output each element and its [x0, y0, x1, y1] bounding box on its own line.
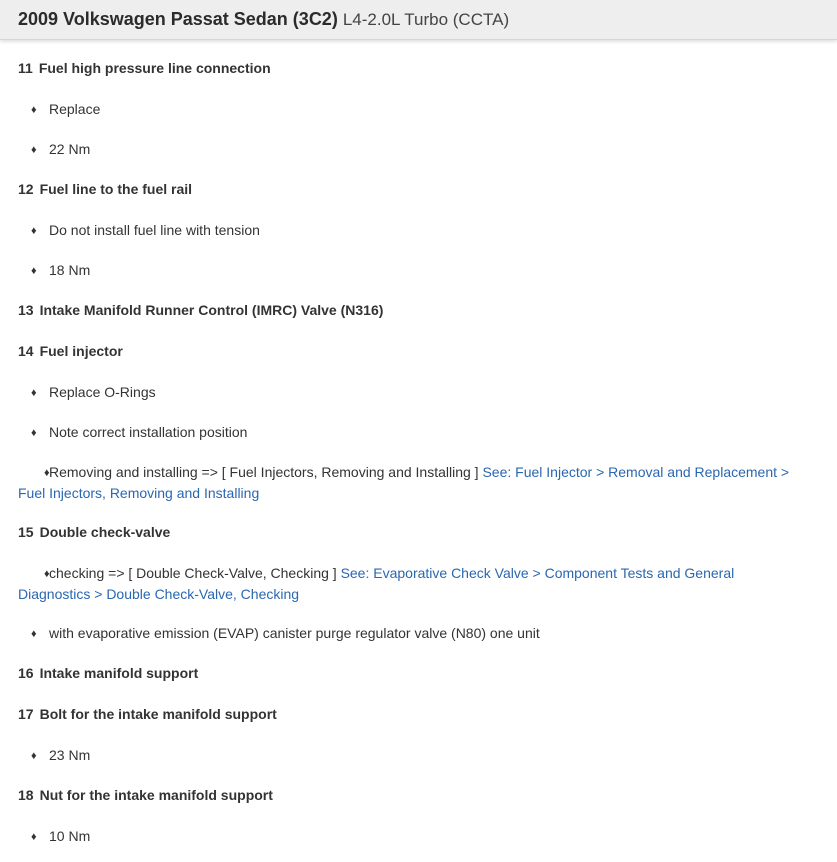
list-item: ♦Removing and installing => [ Fuel Injectors, Removing and Installing ] See: Fuel Injector > Removal and Replacement > Fuel Injectors, Removing and Installing	[18, 464, 790, 501]
list-item: ♦checking => [ Double Check-Valve, Checking ] See: Evaporative Check Valve > Component Tests and General Diagnostics > Double Check-Valve, Checking	[18, 565, 735, 602]
diamond-bullet-icon: ♦	[31, 104, 37, 116]
list-item: ♦ Note correct installation position	[31, 422, 797, 443]
list-item: ♦ 23 Nm	[31, 745, 797, 766]
diamond-bullet-icon: ♦	[31, 387, 37, 399]
diamond-bullet-icon: ♦	[31, 750, 37, 762]
list-item: ♦ 10 Nm	[31, 826, 797, 847]
diamond-bullet-icon: ♦	[31, 427, 37, 439]
diamond-bullet-icon: ♦	[44, 467, 50, 479]
list-item: ♦ 22 Nm	[31, 139, 797, 160]
fuel-injector-removal-link[interactable]: See: Fuel Injector > Removal and Replacement > Fuel Injectors, Removing and Installing	[18, 464, 790, 501]
engine-label: L4-2.0L Turbo (CCTA)	[342, 9, 510, 29]
check-valve-tests-link[interactable]: See: Evaporative Check Valve > Component Tests and General Diagnostics > Double Check-Valve, Checking	[18, 565, 735, 602]
item-12-title: 12 Fuel line to the fuel rail	[18, 181, 193, 197]
list-item: ♦ Replace	[31, 99, 797, 120]
diamond-bullet-icon: ♦	[31, 225, 37, 237]
diamond-bullet-icon: ♦	[44, 568, 50, 580]
item-16-title: 16 Intake manifold support	[18, 665, 199, 681]
item-14-title: 14 Fuel injector	[18, 343, 123, 359]
list-item: ♦ Do not install fuel line with tension	[31, 220, 797, 241]
vehicle-header	[0, 0, 837, 40]
item-17-title: 17 Bolt for the intake manifold support	[18, 706, 277, 722]
diamond-bullet-icon: ♦	[31, 265, 37, 277]
diamond-bullet-icon: ♦	[31, 831, 37, 843]
item-13-title: 13 Intake Manifold Runner Control (IMRC) Valve (N316)	[18, 302, 384, 318]
vehicle-title: 2009 Volkswagen Passat Sedan (3C2)	[18, 9, 338, 29]
diamond-bullet-icon: ♦	[31, 144, 37, 156]
item-11-title: 11 Fuel high pressure line connection	[18, 60, 271, 76]
diamond-bullet-icon: ♦	[31, 628, 37, 640]
list-item: ♦ 18 Nm	[31, 260, 797, 281]
list-item: ♦ Replace O-Rings	[31, 382, 797, 403]
list-item: ♦ with evaporative emission (EVAP) canister purge regulator valve (N80) one unit	[31, 623, 797, 644]
item-18-title: 18 Nut for the intake manifold support	[18, 787, 273, 803]
item-15-title: 15 Double check-valve	[18, 524, 171, 540]
